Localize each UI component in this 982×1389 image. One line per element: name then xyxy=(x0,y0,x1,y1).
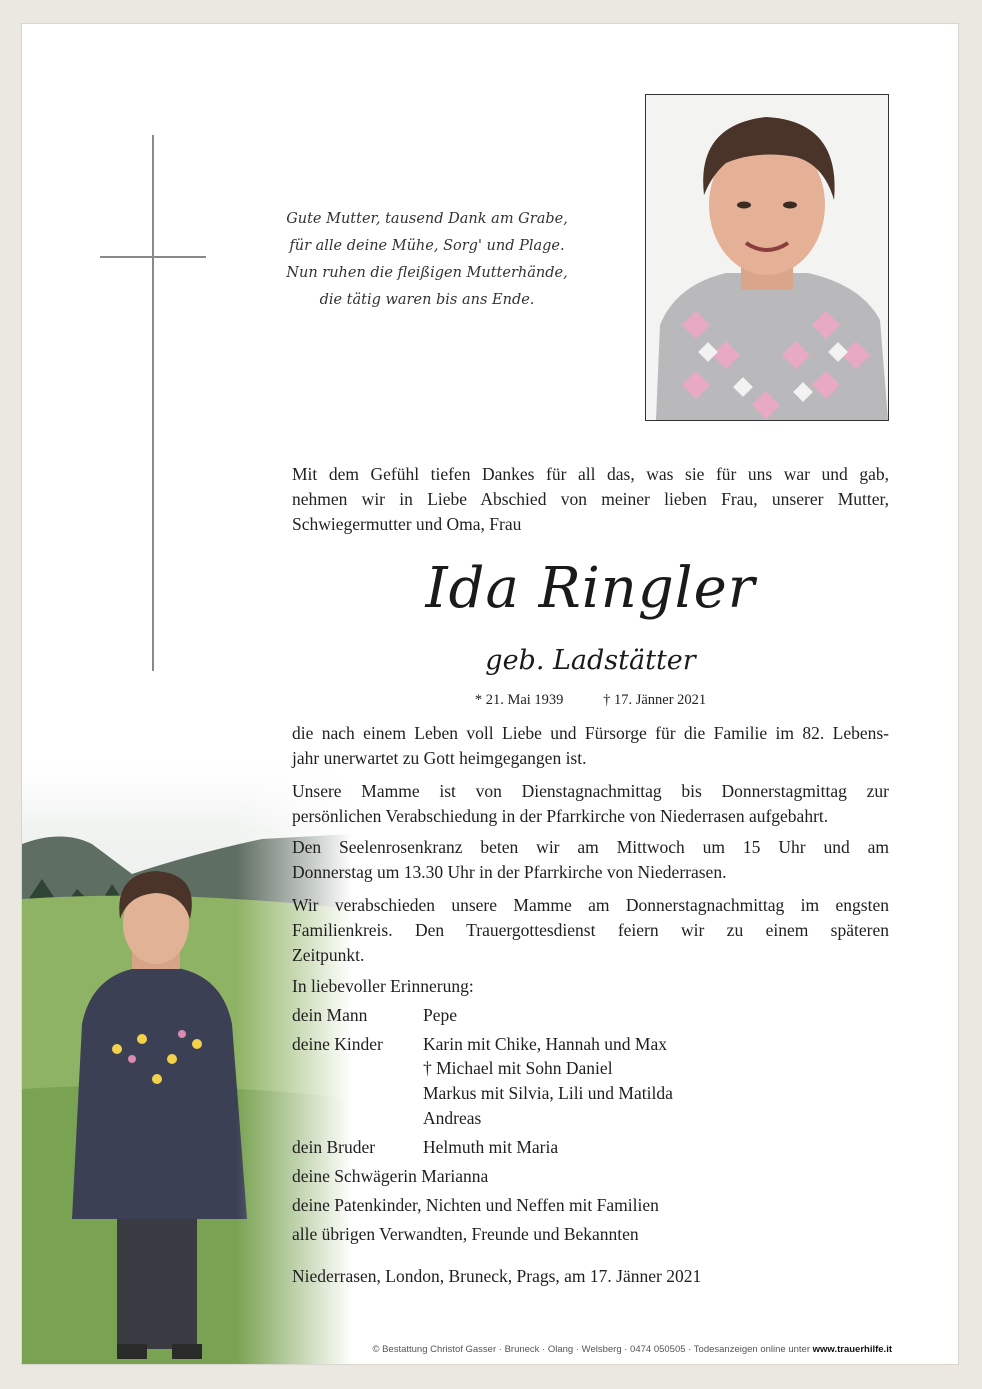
cross-icon-horizontal xyxy=(100,256,206,258)
birth-date: * 21. Mai 1939 xyxy=(474,692,564,708)
relation-label: dein Mann xyxy=(292,1005,368,1025)
relative-names: deine Patenkinder, Nichten und Neffen mit Familien xyxy=(292,1195,659,1215)
poem-line: Nun ruhen die fleißigen Mutterhände, xyxy=(286,265,568,281)
intro-line: Mit dem Gefühl tiefen Dankes für all das, was sie für uns war und gab, xyxy=(292,464,889,484)
intro-line: Schwiegermutter und Oma, Frau xyxy=(292,514,522,534)
paragraph-viewing xyxy=(292,779,889,829)
paragraph-line: Unsere Mamme ist von Dienstagnachmittag bis Donnerstagmittag zur xyxy=(292,781,889,801)
paragraph-line: persönlichen Verabschiedung in der Pfarrkirche von Niederrasen aufgebahrt. xyxy=(292,806,829,826)
life-dates xyxy=(292,690,889,710)
obituary-card xyxy=(22,24,958,1364)
maiden-name: geb. Ladstätter xyxy=(485,645,696,676)
paragraph-line: Zeitpunkt. xyxy=(292,945,365,965)
footer-link[interactable]: www.trauerhilfe.it xyxy=(812,1344,892,1355)
intro-line: nehmen wir in Liebe Abschied von meiner lieben Frau, unserer Mutter, xyxy=(292,489,889,509)
paragraph-rosary xyxy=(292,835,889,885)
poem-line: für alle deine Mühe, Sorg' und Plage. xyxy=(289,238,565,254)
relative-names: † Michael mit Sohn Daniel xyxy=(423,1058,613,1078)
paragraph-line: die nach einem Leben voll Liebe und Fürsorge für die Familie im 82. Lebens- xyxy=(292,723,889,743)
relation-label: dein Bruder xyxy=(292,1137,376,1157)
cross-icon-vertical xyxy=(152,135,154,671)
relative-names: Andreas xyxy=(423,1108,482,1128)
relation-label: deine Kinder xyxy=(292,1034,383,1054)
intro-text xyxy=(292,462,889,537)
place-date: Niederrasen, London, Bruneck, Prags, am 17. Jänner 2021 xyxy=(292,1266,702,1286)
relative-names: Helmuth mit Maria xyxy=(423,1137,559,1157)
footer xyxy=(292,1344,892,1355)
relative-names: Pepe xyxy=(423,1005,458,1025)
paragraph-line: Familienkreis. Den Trauergottesdienst feiern wir zu einem späteren xyxy=(292,920,889,940)
paragraph-line: Wir verabschieden unsere Mamme am Donnerstagnachmittag im engsten xyxy=(292,895,889,915)
poem xyxy=(262,206,592,314)
death-date: † 17. Jänner 2021 xyxy=(603,692,707,708)
paragraph-line: Den Seelenrosenkranz beten wir am Mittwoch um 15 Uhr und am xyxy=(292,837,889,857)
deceased-name: Ida Ringler xyxy=(425,556,756,621)
poem-line: die tätig waren bis ans Ende. xyxy=(319,292,535,308)
relative-names: Karin mit Chike, Hannah und Max xyxy=(423,1034,667,1054)
relative-names: Markus mit Silvia, Lili und Matilda xyxy=(423,1083,673,1103)
poem-line: Gute Mutter, tausend Dank am Grabe, xyxy=(286,211,568,227)
paragraph-line: jahr unerwartet zu Gott heimgegangen ist. xyxy=(292,748,587,768)
memory-label: In liebevoller Erinnerung: xyxy=(292,976,474,996)
paragraph-farewell xyxy=(292,893,889,968)
footer-text: © Bestattung Christof Gasser · Bruneck · Olang · Welsberg · 0474 050505 · Todesanzeigen online unter xyxy=(372,1344,810,1355)
paragraph-death xyxy=(292,721,889,771)
relative-names: alle übrigen Verwandten, Freunde und Bekannten xyxy=(292,1224,639,1244)
paragraph-line: Donnerstag um 13.30 Uhr in der Pfarrkirche von Niederrasen. xyxy=(292,862,727,882)
relative-names: deine Schwägerin Marianna xyxy=(292,1166,489,1186)
portrait-photo xyxy=(645,94,889,421)
